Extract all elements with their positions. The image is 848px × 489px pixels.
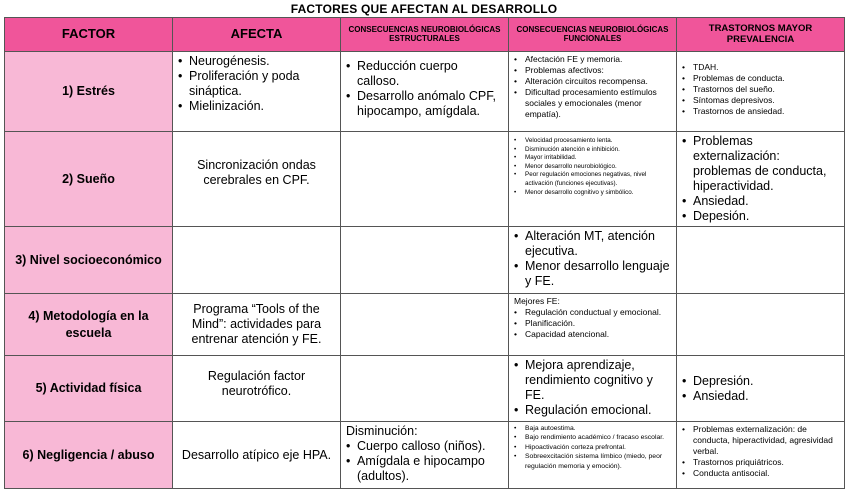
list-item: • TDAH. [682,62,839,73]
list-item: • Trastornos de ansiedad. [682,106,839,117]
document-title: FACTORES QUE AFECTAN AL DESARROLLO [290,2,558,16]
list-item: • Menor desarrollo neurobiológico. [514,163,671,172]
list-item: • Bajo rendimiento académico / fracaso escolar. [514,433,671,442]
list-item: • Amígdala e hipocampo (adultos). [346,454,503,484]
afecta-cell: Programa “Tools of the Mind”: actividades para entrenar atención y FE. [173,294,341,356]
funcionales-cell [509,422,677,489]
factor-cell: 4) Metodología en la escuela [5,294,173,356]
trastornos-cell [677,422,845,489]
list-item: • Disminución atención e inhibición. [514,146,671,155]
trastornos-cell [677,356,845,422]
list-item: • Conducta antisocial. [682,468,839,479]
list-item: • Problemas afectivos: [514,65,671,76]
funcionales-cell [509,294,677,356]
funcionales-cell [509,52,677,132]
list-item: • Dificultad procesamiento estímulos sociales y emocionales (menor empatía). [514,87,671,120]
list-item: • Baja autoestima. [514,424,671,433]
table-row [5,132,845,227]
estructurales-cell [341,132,509,227]
estructurales-cell [341,52,509,132]
table-row [5,52,845,132]
list-item: • Cuerpo calloso (niños). [346,439,503,454]
list-item: • Depesión. [682,209,839,224]
header-trastornos: TRASTORNOS MAYOR PREVALENCIA [677,18,845,52]
list-item: • Mielinización. [178,99,335,114]
funcionales-cell [509,132,677,227]
estructurales-cell [341,356,509,422]
trastornos-cell [677,294,845,356]
list-item: • Problemas de conducta. [682,73,839,84]
list-item: • Velocidad procesamiento lenta. [514,137,671,146]
factor-cell: 1) Estrés [5,52,173,132]
list-item: • Neurogénesis. [178,54,335,69]
list-item: • Ansiedad. [682,194,839,209]
list-item: • Problemas externalización: de conducta, hiperactividad, agresividad verbal. [682,424,839,457]
factors-table [4,17,845,489]
list-item: • Alteración MT, atención ejecutiva. [514,229,671,259]
table-row [5,294,845,356]
funcionales-intro: Mejores FE: [514,296,560,306]
funcionales-cell [509,227,677,294]
list-item: • Sobreexcitación sistema límbico (miedo, peor regulación memoria y emoción). [514,452,671,471]
list-item: • Trastornos priquiátricos. [682,457,839,468]
list-item: • Síntomas depresivos. [682,95,839,106]
trastornos-cell [677,227,845,294]
estructurales-intro: Disminución: [346,424,418,438]
afecta-cell [173,227,341,294]
list-item: • Reducción cuerpo calloso. [346,59,503,89]
table-row [5,356,845,422]
table-row [5,227,845,294]
list-item: • Desarrollo anómalo CPF, hipocampo, amígdala. [346,89,503,119]
list-item: • Mayor irritabilidad. [514,154,671,163]
list-item: • Afectación FE y memoria. [514,54,671,65]
factor-cell: 6) Negligencia / abuso [5,422,173,489]
afecta-cell: Desarrollo atípico eje HPA. [173,422,341,489]
list-item: • Problemas externalización: problemas de conducta, hiperactividad. [682,134,839,194]
list-item: • Alteración circuitos recompensa. [514,76,671,87]
header-factor: FACTOR [5,18,173,52]
factor-cell: 2) Sueño [5,132,173,227]
trastornos-cell [677,52,845,132]
list-item: • Regulación emocional. [514,403,671,418]
header-funcionales: CONSECUENCIAS NEUROBIOLÓGICAS FUNCIONALES [509,18,677,52]
list-item: • Regulación conductual y emocional. [514,307,671,318]
list-item: • Trastornos del sueño. [682,84,839,95]
list-item: • Planificación. [514,318,671,329]
funcionales-cell [509,356,677,422]
trastornos-cell [677,132,845,227]
list-item: • Proliferación y poda sináptica. [178,69,335,99]
list-item: • Peor regulación emociones negativas, nivel activación (funciones ejecutivas). [514,171,671,188]
factor-cell: 5) Actividad física [5,356,173,422]
table-row [5,422,845,489]
afecta-cell: Regulación factor neurotrófico. [173,356,341,422]
list-item: • Depresión. [682,374,839,389]
afecta-cell: Sincronización ondas cerebrales en CPF. [173,132,341,227]
header-estructurales: CONSECUENCIAS NEUROBIOLÓGICAS ESTRUCTURALES [341,18,509,52]
estructurales-cell [341,422,509,489]
factor-cell: 3) Nivel socioeconómico [5,227,173,294]
list-item: • Menor desarrollo cognitivo y simbólico. [514,189,671,198]
list-item: • Capacidad atencional. [514,329,671,340]
estructurales-cell [341,294,509,356]
list-item: • Hipoactivación corteza prefrontal. [514,443,671,452]
header-row [5,18,845,52]
list-item: • Ansiedad. [682,389,839,404]
header-afecta: AFECTA [173,18,341,52]
afecta-cell [173,52,341,132]
list-item: • Mejora aprendizaje, rendimiento cognitivo y FE. [514,358,671,403]
list-item: • Menor desarrollo lenguaje y FE. [514,259,671,289]
estructurales-cell [341,227,509,294]
